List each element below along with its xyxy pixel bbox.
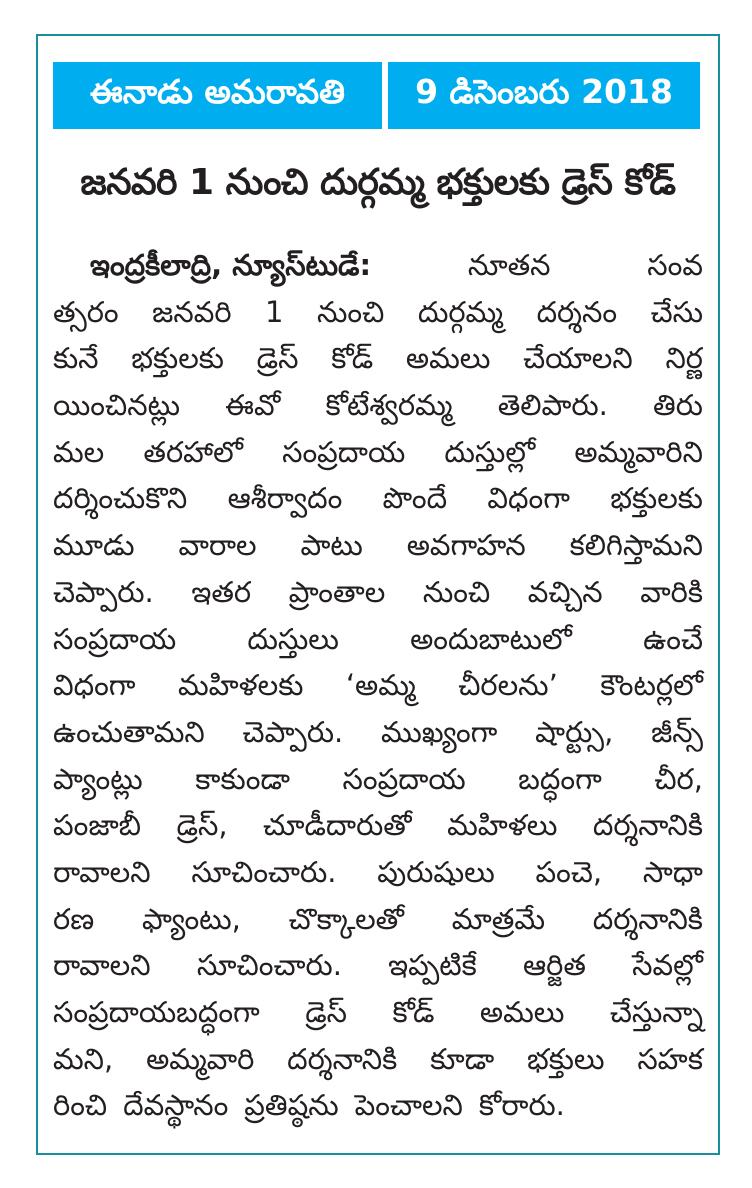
word: పెంచాలని [354, 1088, 463, 1123]
word: బద్ధంగా [518, 761, 602, 796]
word: ఆశీర్వాదం [227, 481, 343, 516]
word: చూడీదారుతో [263, 808, 412, 843]
word: దర్శనానికి [287, 1041, 398, 1076]
article-line [53, 802, 703, 849]
word: యించినట్లు [53, 388, 180, 423]
word: 1 [265, 294, 284, 329]
word: భక్తులకు [610, 481, 703, 516]
word: కౌంటర్లలో [600, 668, 703, 703]
word: దేవస్థానం [123, 1088, 229, 1123]
word: అమ్మవారి [146, 1041, 255, 1076]
article-line [53, 942, 703, 989]
word: ఇప్పటికే [388, 948, 477, 983]
word: పురుషులు [377, 854, 495, 889]
word: డ్రెస్, [176, 808, 228, 843]
word: చేయాలని [523, 341, 633, 376]
word: పంచె, [535, 854, 603, 889]
word: సంప్రదాయ [342, 761, 466, 796]
word: భక్తులకు [131, 341, 224, 376]
word: సంప్రదాయబద్ధంగా [53, 995, 260, 1029]
word: చేస్తున్నా [609, 995, 703, 1029]
word: సాధా [642, 854, 703, 889]
word: డ్రెస్ [256, 341, 299, 376]
word: విధంగా [53, 668, 136, 703]
word: సూచించారు. [191, 854, 337, 889]
word: కోరారు. [478, 1088, 565, 1123]
word: దుర్గమ్మ [417, 294, 504, 329]
article-line [53, 569, 703, 616]
word: జనవరి [152, 294, 232, 329]
word: కోడ్ [331, 341, 374, 376]
article-line [53, 1036, 703, 1083]
date-banner [388, 62, 700, 129]
word: భక్తులు [527, 1041, 605, 1076]
word: నూతన [467, 248, 551, 282]
article-line [53, 335, 703, 382]
publication-name: ఈనాడు అమరావతి [90, 72, 345, 111]
word: ఆర్జిత [523, 948, 586, 983]
word: త్సరం [53, 294, 119, 329]
word: ఫ్యాంటు, [141, 901, 241, 936]
article-line [53, 662, 703, 709]
article-line [53, 709, 703, 756]
word: నిర్ణ [665, 341, 703, 376]
article-line [53, 756, 703, 803]
article-line [53, 475, 703, 522]
word: నుంచి [422, 574, 491, 609]
word: ఈవో [225, 388, 281, 423]
article-line [53, 989, 703, 1036]
word: ‘అమ్మ [345, 668, 416, 703]
article-line [53, 849, 703, 896]
word: మాత్రమే [451, 901, 546, 936]
word: దుస్తుల్లో [444, 434, 536, 469]
word: అందుబాటులో [410, 621, 572, 656]
word: నుంచి [317, 294, 385, 329]
word: పంజాబీ [53, 808, 142, 843]
word: మూడు [53, 528, 135, 563]
word: కోటేశ్వరమ్మ [325, 388, 453, 423]
word: కోడ్ [392, 995, 435, 1029]
word: ఇతర [191, 574, 252, 609]
word: రించి [53, 1088, 108, 1123]
word: సంవ [647, 248, 703, 282]
article-line [53, 896, 703, 943]
word: వారికి [640, 574, 703, 609]
word: డ్రెస్ [305, 995, 348, 1029]
article-line [53, 522, 703, 569]
word: చీర, [654, 761, 703, 796]
word: కూడా [430, 1041, 495, 1076]
word: అవగాహన [406, 528, 526, 563]
publication-banner [53, 62, 382, 129]
word: రణ [53, 901, 95, 936]
word: దర్శనానికి [592, 901, 703, 936]
dateline: ఇంద్రకీలాద్రి, న్యూస్‌టుడే: [90, 248, 372, 282]
word: షార్ట్సు, [535, 714, 614, 749]
article-line [53, 242, 703, 289]
article-line [53, 616, 703, 663]
word: చెప్పారు. [53, 574, 154, 609]
word: కాకుండా [195, 761, 290, 796]
word: సంప్రదాయ [53, 621, 177, 656]
word: కలిగిస్తామని [569, 528, 703, 563]
word: తెలిపారు. [497, 388, 608, 423]
publication-date: 9 డిసెంబరు 2018 [415, 72, 673, 111]
word: ప్రాంతాల [288, 574, 386, 609]
word: అమ్మవారిని [574, 434, 703, 469]
word: అమలు [405, 341, 491, 376]
word: దర్శనానికి [592, 808, 703, 843]
word: దర్శనం [536, 294, 618, 329]
word: తిరు [653, 388, 703, 423]
word: రావాలని [53, 948, 151, 983]
word: రావాలని [53, 854, 151, 889]
article-body [53, 242, 703, 1129]
article-line [53, 1082, 703, 1129]
word: దుస్తులు [247, 621, 339, 656]
article-line [53, 382, 703, 429]
word: మల [53, 434, 105, 469]
word: పాటు [300, 528, 363, 563]
word: ముఖ్యంగా [381, 714, 498, 749]
word: ప్యాంట్లు [53, 761, 143, 796]
word: విధంగా [487, 481, 570, 516]
word: సేవల్లో [632, 948, 703, 983]
word: చేసు [650, 294, 703, 329]
word: చొక్కాలతో [288, 901, 404, 936]
article-headline: జనవరి 1 నుంచి దుర్గమ్మ భక్తులకు డ్రెస్ కోడ్ [80, 162, 676, 203]
word: చీరలను’ [458, 668, 558, 703]
word: ఉంచుతామని [53, 714, 205, 749]
word: చెప్పారు. [242, 714, 344, 749]
word: మని, [53, 1041, 114, 1076]
word: సంప్రదాయ [282, 434, 406, 469]
word: అమలు [479, 995, 565, 1029]
word: దర్శించుకొని [53, 481, 188, 516]
article-line [53, 429, 703, 476]
word: మహిళలకు [177, 668, 304, 703]
word: తరహాలో [143, 434, 243, 469]
word: సహక [637, 1041, 703, 1076]
word: వారాల [178, 528, 257, 563]
word: సూచించారు. [196, 948, 342, 983]
word: ఉంచే [643, 621, 703, 656]
word: ప్రతిష్ఠను [244, 1088, 339, 1123]
word: వచ్చిన [527, 574, 603, 609]
word: జీన్స్ [651, 714, 703, 749]
word: పొందే [382, 481, 448, 516]
word: కునే [53, 341, 99, 376]
article-line [53, 289, 703, 336]
word: మహిళలు [447, 808, 558, 843]
